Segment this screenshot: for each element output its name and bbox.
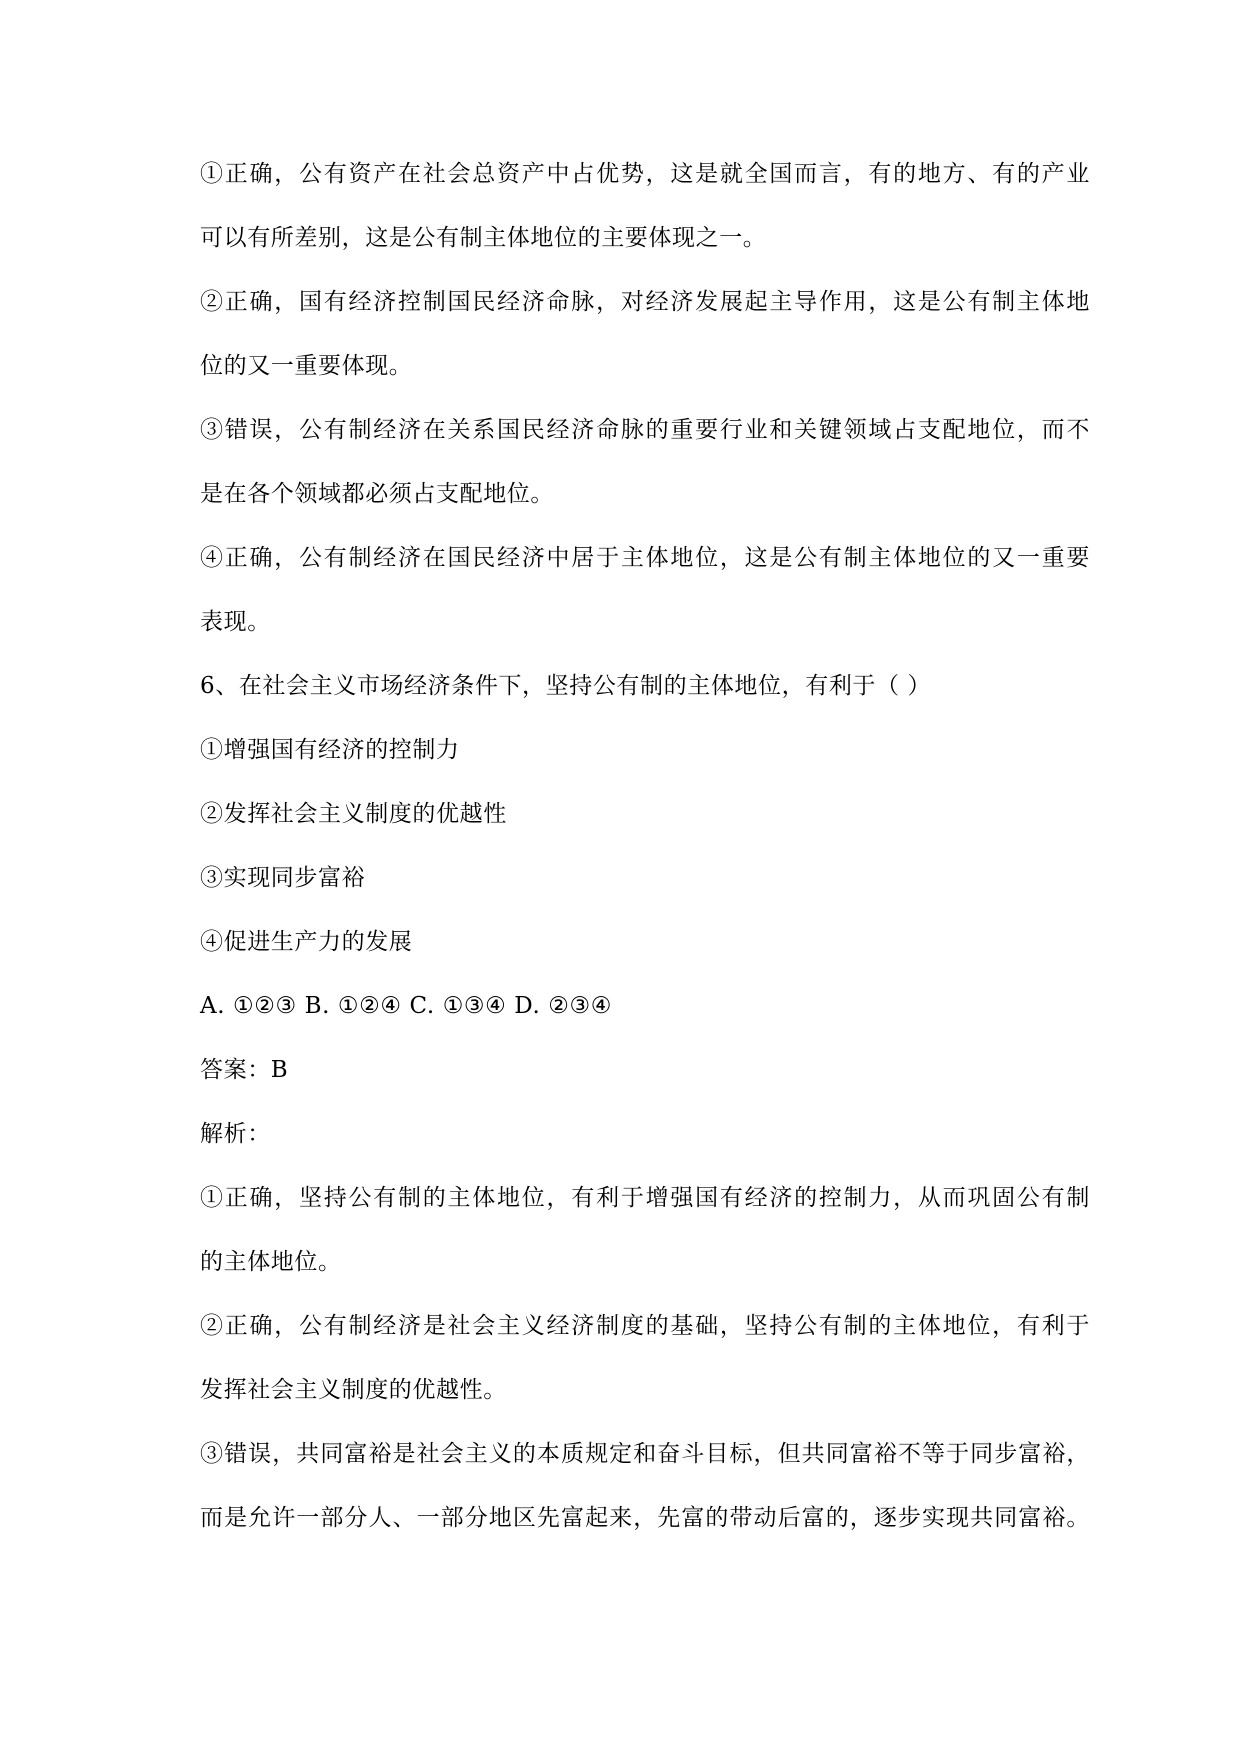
statement-item: ②发挥社会主义制度的优越性 (200, 801, 507, 827)
prev-analysis-item-4 (200, 526, 1090, 654)
statement-item: ④促进生产力的发展 (200, 929, 413, 955)
text-line: 是在各个领域都必须占支配地位。 (200, 481, 554, 507)
analysis-item-1 (200, 1166, 1090, 1294)
text-line: ③错误，共同富裕是社会主义的本质规定和奋斗目标，但共同富裕不等于同步富裕， (200, 1441, 1090, 1467)
question-stem: 6、在社会主义市场经济条件下，坚持公有制的主体地位，有利于（ ） (200, 673, 932, 699)
text-line: ②正确，公有制经济是社会主义经济制度的基础，坚持公有制的主体地位，有利于 (200, 1313, 1090, 1339)
analysis-label: 解析： (200, 1121, 271, 1147)
text-line: 可以有所差别，这是公有制主体地位的主要体现之一。 (200, 225, 767, 251)
text-line: ④正确，公有制经济在国民经济中居于主体地位，这是公有制主体地位的又一重要 (200, 545, 1090, 571)
text-line: ①正确，坚持公有制的主体地位，有利于增强国有经济的控制力，从而巩固公有制 (200, 1185, 1090, 1211)
statement-item: ③实现同步富裕 (200, 865, 366, 891)
question-statements (200, 718, 1090, 974)
text-line: ①正确，公有资产在社会总资产中占优势，这是就全国而言，有的地方、有的产业 (200, 161, 1090, 187)
statement-item: ①增强国有经济的控制力 (200, 737, 460, 763)
text-line: 发挥社会主义制度的优越性。 (200, 1377, 507, 1403)
prev-analysis-item-3 (200, 398, 1090, 526)
text-line: ②正确，国有经济控制国民经济命脉，对经济发展起主导作用，这是公有制主体地 (200, 289, 1090, 315)
analysis-item-2 (200, 1294, 1090, 1422)
answer-key: 答案：B (200, 1057, 289, 1083)
text-line: 表现。 (200, 609, 271, 635)
document-page (200, 142, 1090, 1550)
prev-analysis-item-1 (200, 142, 1090, 270)
prev-analysis-item-2 (200, 270, 1090, 398)
analysis-item-3 (200, 1422, 1090, 1550)
text-line: 的主体地位。 (200, 1249, 342, 1275)
answer-options: A. ①②③ B. ①②④ C. ①③④ D. ②③④ (200, 993, 612, 1019)
text-line: 而是允许一部分人、一部分地区先富起来，先富的带动后富的，逐步实现共同富裕。 (200, 1505, 1090, 1531)
text-line: ③错误，公有制经济在关系国民经济命脉的重要行业和关键领域占支配地位，而不 (200, 417, 1090, 443)
text-line: 位的又一重要体现。 (200, 353, 413, 379)
